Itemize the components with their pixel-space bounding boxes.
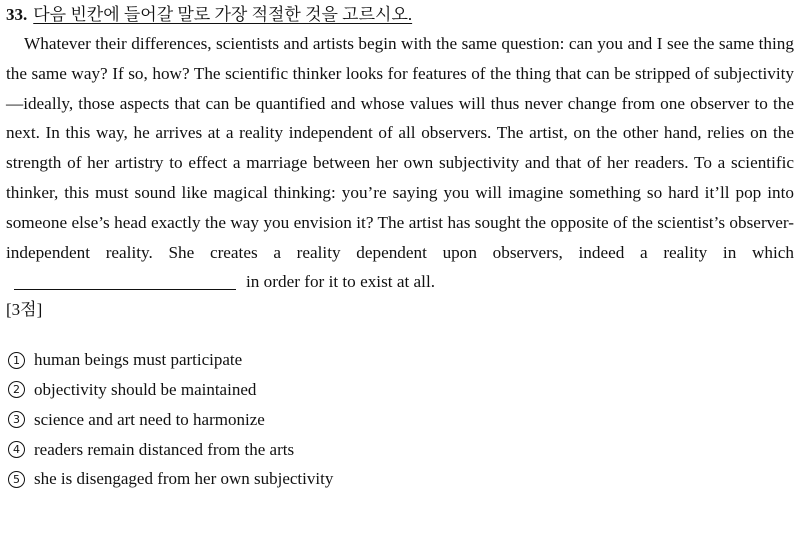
question-number: 33.	[6, 5, 28, 24]
circled-number-icon: 2	[8, 381, 25, 398]
choice-text: science and art need to harmonize	[34, 409, 265, 429]
choice-2[interactable]	[6, 375, 794, 405]
choice-5[interactable]	[6, 464, 794, 494]
choice-1[interactable]	[6, 345, 794, 375]
passage-text-after-blank: in order for it to exist at all.	[246, 272, 436, 292]
reading-passage	[6, 29, 794, 297]
question-prompt: 다음 빈칸에 들어갈 말로 가장 적절한 것을 고르시오.	[33, 5, 413, 24]
choice-3[interactable]	[6, 405, 794, 435]
choice-4[interactable]	[6, 435, 794, 465]
choice-text: human beings must participate	[34, 350, 243, 370]
circled-number-icon: 1	[8, 352, 25, 369]
choice-text: readers remain distanced from the arts	[34, 439, 295, 459]
points-label: [3점]	[6, 300, 43, 320]
circled-number-icon: 3	[8, 411, 25, 428]
choice-text: objectivity should be maintained	[34, 379, 257, 399]
passage-text-before-blank: Whatever their differences, scientists and artists begin with the same question: can you and I see the same thing the same way? If so, how? The scientific thinker looks for features of the thing that can be stripped of subjectivity—ideally, those aspects that can be quantified and whose values will thus never change from one observer to the next. In this way, he arrives at a reality independent of all observers. The artist, on the other hand, relies on the strength of her artistry to effect a marriage between her own subjectivity and that of her readers. To a scientific thinker, this must sound like magical thinking: you’re saying you will imagine something so hard it’ll pop into someone else’s head exactly the way you envision it? The artist has sought the opposite of the scientist’s observer-independent reality. She creates a reality dependent upon observers, indeed a reality in which	[6, 34, 794, 262]
circled-number-icon: 4	[8, 441, 25, 458]
question-header	[6, 2, 794, 28]
answer-choices	[6, 345, 794, 494]
circled-number-icon: 5	[8, 471, 25, 488]
choice-text: she is disengaged from her own subjectivity	[34, 469, 334, 489]
answer-blank	[14, 271, 236, 290]
